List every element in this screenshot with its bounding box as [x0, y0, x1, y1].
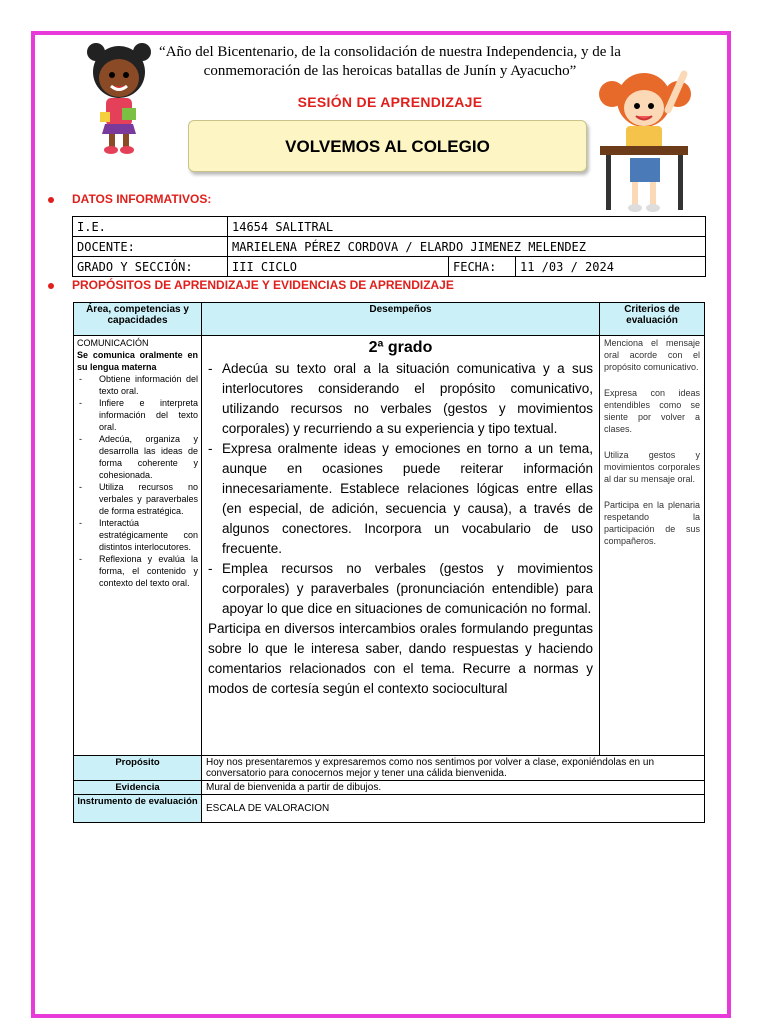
table-row — [73, 217, 706, 237]
grado-label: GRADO Y SECCIÓN: — [73, 257, 228, 277]
title-box — [188, 120, 587, 172]
section-heading-datos — [48, 192, 211, 206]
instrumento-value: ESCALA DE VALORACION — [202, 795, 705, 823]
criterios-cell — [600, 336, 705, 756]
motto-text: “Año del Bicentenario, de la consolidación de nuestra Independencia, y de la conmemoración de las heroicas batallas de Junín y Ayacucho” — [159, 44, 621, 79]
ie-value: 14654 SALITRAL — [228, 217, 706, 237]
section-heading-datos-text: DATOS INFORMATIVOS: — [72, 192, 212, 206]
table-row — [74, 336, 705, 756]
list-item: - Expresa oralmente ideas y emociones en torno a un tema, aunque en ocasiones puede reiterar información innecesariamente. Establece relaciones lógicas entre ellas (en especial, de adición, secuencia y causa), a través de algunos conectores. Incorpora un vocabulario de uso frecuente. — [208, 439, 593, 559]
competencia-text: Se comunica oralmente en su lengua materna — [77, 350, 198, 372]
section-heading-propositos — [48, 278, 454, 292]
evidencia-value: Mural de bienvenida a partir de dibujos. — [202, 781, 705, 795]
evidencia-label: Evidencia — [74, 781, 202, 795]
criterio-item: Menciona el mensaje oral acorde con el propósito comunicativo. — [604, 338, 700, 372]
list-item: - Reflexiona y evalúa la forma, el contenido y contexto del texto oral. — [77, 553, 198, 589]
header-desempenos: Desempeños — [202, 303, 600, 336]
proposito-label: Propósito — [74, 756, 202, 781]
proposito-value: Hoy nos presentaremos y expresaremos como nos sentimos por volver a clase, exponiéndolas en un conversatorio para conocernos mejor y tener una cálida bienvenida. — [202, 756, 705, 781]
info-table — [72, 216, 706, 277]
desempenos-list — [208, 359, 593, 619]
page-title: VOLVEMOS AL COLEGIO — [285, 137, 490, 156]
grado-value: III CICLO — [228, 257, 449, 277]
header-criterios: Criterios de evaluación — [600, 303, 705, 336]
list-item: - Adecúa, organiza y desarrolla las ideas de forma coherente y cohesionada. — [77, 433, 198, 481]
table-header-row — [74, 303, 705, 336]
session-label: SESIÓN DE APRENDIZAJE — [297, 94, 483, 110]
fecha-value: 11 /03 / 2024 — [516, 257, 706, 277]
docente-label: DOCENTE: — [73, 237, 228, 257]
bullet-icon — [48, 283, 54, 289]
table-row — [73, 257, 706, 277]
capacidades-list — [77, 373, 198, 589]
learning-table — [73, 302, 705, 823]
area-cell — [74, 336, 202, 756]
table-row — [74, 781, 705, 795]
bullet-icon — [48, 197, 54, 203]
desempenos-cell — [202, 336, 600, 756]
section-heading-propositos-text: PROPÓSITOS DE APRENDIZAJE Y EVIDENCIAS DE APRENDIZAJE — [72, 278, 454, 292]
docente-value: MARIELENA PÉREZ CORDOVA / ELARDO JIMENEZ MELENDEZ — [228, 237, 706, 257]
list-item: - Adecúa su texto oral a la situación comunicativa y a sus interlocutores considerando el propósito comunicativo, utilizando recursos no verbales (gestos y movimientos corporales) y recurriendo a su experiencia y tipo textual. — [208, 359, 593, 439]
table-row — [74, 756, 705, 781]
header-area: Área, competencias y capacidades — [74, 303, 202, 336]
ie-label: I.E. — [73, 217, 228, 237]
girl-with-books-illustration — [78, 38, 160, 158]
grade-heading: 2ª grado — [368, 339, 433, 356]
list-item: - Interactúa estratégicamente con distintos interlocutores. — [77, 517, 198, 553]
instrumento-label: Instrumento de evaluación — [74, 795, 202, 823]
criterio-item: Participa en la plenaria respetando la participación de sus compañeros. — [604, 500, 700, 546]
list-item: - Infiere e interpreta información del texto oral. — [77, 397, 198, 433]
girl-at-desk-illustration — [596, 66, 696, 216]
list-item: - Emplea recursos no verbales (gestos y movimientos corporales) y paraverbales (pronunciación entendible) para apoyar lo que dice en situaciones de comunicación no formal. — [208, 559, 593, 619]
criterio-item: Utiliza gestos y movimientos corporales al dar su mensaje oral. — [604, 450, 700, 484]
fecha-label: FECHA: — [449, 257, 516, 277]
area-title: COMUNICACIÓN — [77, 338, 149, 348]
table-row — [74, 795, 705, 823]
list-item: - Utiliza recursos no verbales y paraverbales de forma estratégica. — [77, 481, 198, 517]
table-row — [73, 237, 706, 257]
list-item: - Obtiene información del texto oral. — [77, 373, 198, 397]
desempeno-extra: Participa en diversos intercambios orales formulando preguntas sobre lo que le interesa saber, dando respuestas y haciendo comentarios relacionados con el tema. Recurre a normas y modos de cortesía según el contexto sociocultural — [208, 621, 593, 696]
criterio-item: Expresa con ideas entendibles como se siente por volver a clases. — [604, 388, 700, 434]
